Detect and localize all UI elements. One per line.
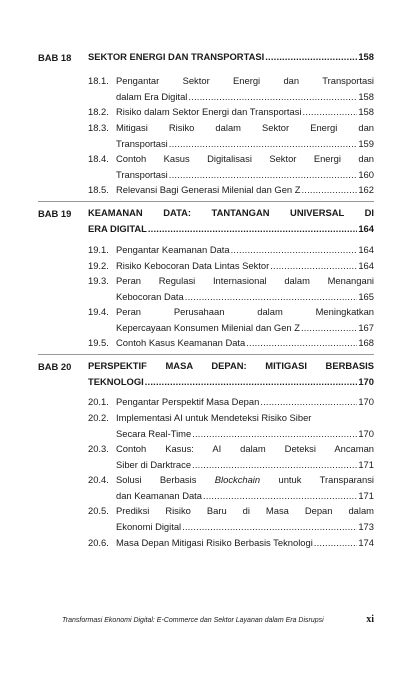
entry-text: dalam Era Digital	[116, 90, 188, 102]
entry-text: Peran Regulasi Internasional dalam Menangani	[116, 275, 374, 286]
entry-number: 18.4.	[88, 153, 109, 164]
entry-text: Kepercayaan Konsumen Milenial dan Gen Z	[116, 321, 300, 333]
entry-number: 20.2.	[88, 412, 109, 423]
entry-number: 19.5.	[88, 337, 109, 348]
entry-number: 20.3.	[88, 443, 109, 454]
chapter-title-line: ERA DIGITAL	[88, 223, 147, 234]
italic-term: Blockchain	[214, 474, 261, 485]
entry-number: 19.2.	[88, 260, 109, 271]
leader-dots	[192, 426, 357, 442]
section-divider	[38, 354, 374, 355]
footer-title-part: Transformasi Ekonomi Digital:	[62, 617, 157, 624]
entry-text: Mitigasi Risiko dalam Sektor Energi dan	[116, 122, 374, 133]
entry-text: Risiko dalam Sektor Energi dan Transportasi	[116, 106, 302, 117]
leader-dots	[265, 49, 357, 65]
entry-text: Implementasi AI untuk Mendeteksi Risiko Siber	[116, 412, 312, 423]
entry-text: Siber di Darktrace	[116, 458, 192, 470]
page-number: 173	[358, 520, 374, 532]
leader-dots	[185, 289, 358, 305]
entry-number: 18.5.	[88, 184, 109, 195]
entry-text: Contoh Kasus: AI dalam Deteksi Ancaman	[116, 443, 374, 454]
page-number: 158	[358, 51, 374, 62]
entry-text: Contoh Kasus Digitalisasi Sektor Energi dan	[116, 153, 374, 164]
chapter-number: BAB 18	[38, 52, 72, 63]
leader-dots	[260, 394, 357, 410]
entry-number: 18.3.	[88, 122, 109, 133]
footer-title-emphasis: E-Commerce	[156, 617, 199, 624]
entry-text: Pengantar Perspektif Masa Depan	[116, 396, 260, 407]
page-number: 165	[358, 290, 374, 302]
page-number: 158	[358, 90, 374, 102]
chapter-number: BAB 19	[38, 208, 72, 219]
leader-dots	[270, 258, 357, 274]
entry-text: Secara Real-Time	[116, 427, 192, 439]
page-number: 171	[358, 489, 374, 501]
chapter-title	[88, 49, 374, 65]
entry-text: Prediksi Risiko Baru di Masa Depan dalam	[116, 505, 374, 516]
page-number: 170	[358, 376, 374, 387]
page-number: 164	[358, 260, 374, 271]
page-number: 171	[358, 458, 374, 470]
leader-dots	[169, 136, 358, 152]
page-number: 158	[358, 106, 374, 117]
entry-text: Kebocoran Data	[116, 290, 184, 302]
entry-text: Pengantar Keamanan Data	[116, 244, 230, 255]
leader-dots	[169, 167, 358, 183]
leader-dots	[301, 182, 357, 198]
leader-dots	[231, 242, 358, 258]
leader-dots	[188, 89, 357, 105]
entry-text: Masa Depan Mitigasi Risiko Berbasis Teknologi	[116, 537, 313, 548]
leader-dots	[314, 535, 358, 551]
page-number: 159	[358, 137, 374, 149]
page-number: 174	[358, 537, 374, 548]
chapter-title	[88, 374, 374, 390]
entry-text: Peran Perusahaan dalam Meningkatkan	[116, 306, 374, 317]
entry-number: 20.4.	[88, 474, 109, 485]
entry-number: 18.2.	[88, 106, 109, 117]
entry-number: 19.1.	[88, 244, 109, 255]
leader-dots	[303, 104, 358, 120]
chapter-title	[88, 221, 374, 237]
chapter-title-line: KEAMANAN DATA: TANTANGAN UNIVERSAL DI	[88, 207, 374, 218]
entry-text: Solusi Berbasis Blockchain untuk Transparansi	[116, 474, 374, 485]
leader-dots	[246, 335, 357, 351]
leader-dots	[301, 320, 357, 336]
page-number: 164	[358, 244, 374, 255]
page-footer	[62, 614, 374, 625]
leader-dots	[148, 221, 357, 237]
leader-dots	[182, 519, 357, 535]
entry-number: 19.3.	[88, 275, 109, 286]
entry-text: Transportasi	[116, 137, 168, 149]
page-number: 168	[358, 337, 374, 348]
page-number: 167	[358, 321, 374, 333]
entry-text: Pengantar Sektor Energi dan Transportasi	[116, 75, 374, 86]
entry-number: 20.1.	[88, 396, 109, 407]
entry-number: 20.5.	[88, 505, 109, 516]
entry-number: 19.4.	[88, 306, 109, 317]
leader-dots	[203, 488, 357, 504]
leader-dots	[192, 457, 357, 473]
entry-number: 20.6.	[88, 537, 109, 548]
page-number: 170	[358, 396, 374, 407]
entry-number: 18.1.	[88, 75, 109, 86]
page-number-footer: xi	[366, 614, 374, 625]
entry-text: dan Keamanan Data	[116, 489, 203, 501]
footer-title-part: dan Sektor Layanan dalam Era Disrupsi	[198, 617, 324, 624]
section-divider	[38, 201, 374, 202]
page-number: 162	[358, 184, 374, 195]
entry-text: Ekonomi Digital	[116, 520, 182, 532]
chapter-title-line: TEKNOLOGI	[88, 376, 144, 387]
entry-text: Contoh Kasus Keamanan Data	[116, 337, 246, 348]
chapter-title-line: SEKTOR ENERGI DAN TRANSPORTASI	[88, 51, 265, 62]
chapter-number: BAB 20	[38, 361, 72, 372]
page-number: 170	[358, 427, 374, 439]
page-number: 164	[358, 223, 374, 234]
entry-text: Transportasi	[116, 168, 168, 180]
entry-text: Risiko Kebocoran Data Lintas Sektor	[116, 260, 270, 271]
leader-dots	[145, 374, 358, 390]
page-number: 160	[358, 168, 374, 180]
chapter-title-line: PERSPEKTIF MASA DEPAN: MITIGASI BERBASIS	[88, 360, 374, 371]
entry-text: Relevansi Bagi Generasi Milenial dan Gen Z	[116, 184, 301, 195]
running-footer-title	[62, 617, 324, 624]
